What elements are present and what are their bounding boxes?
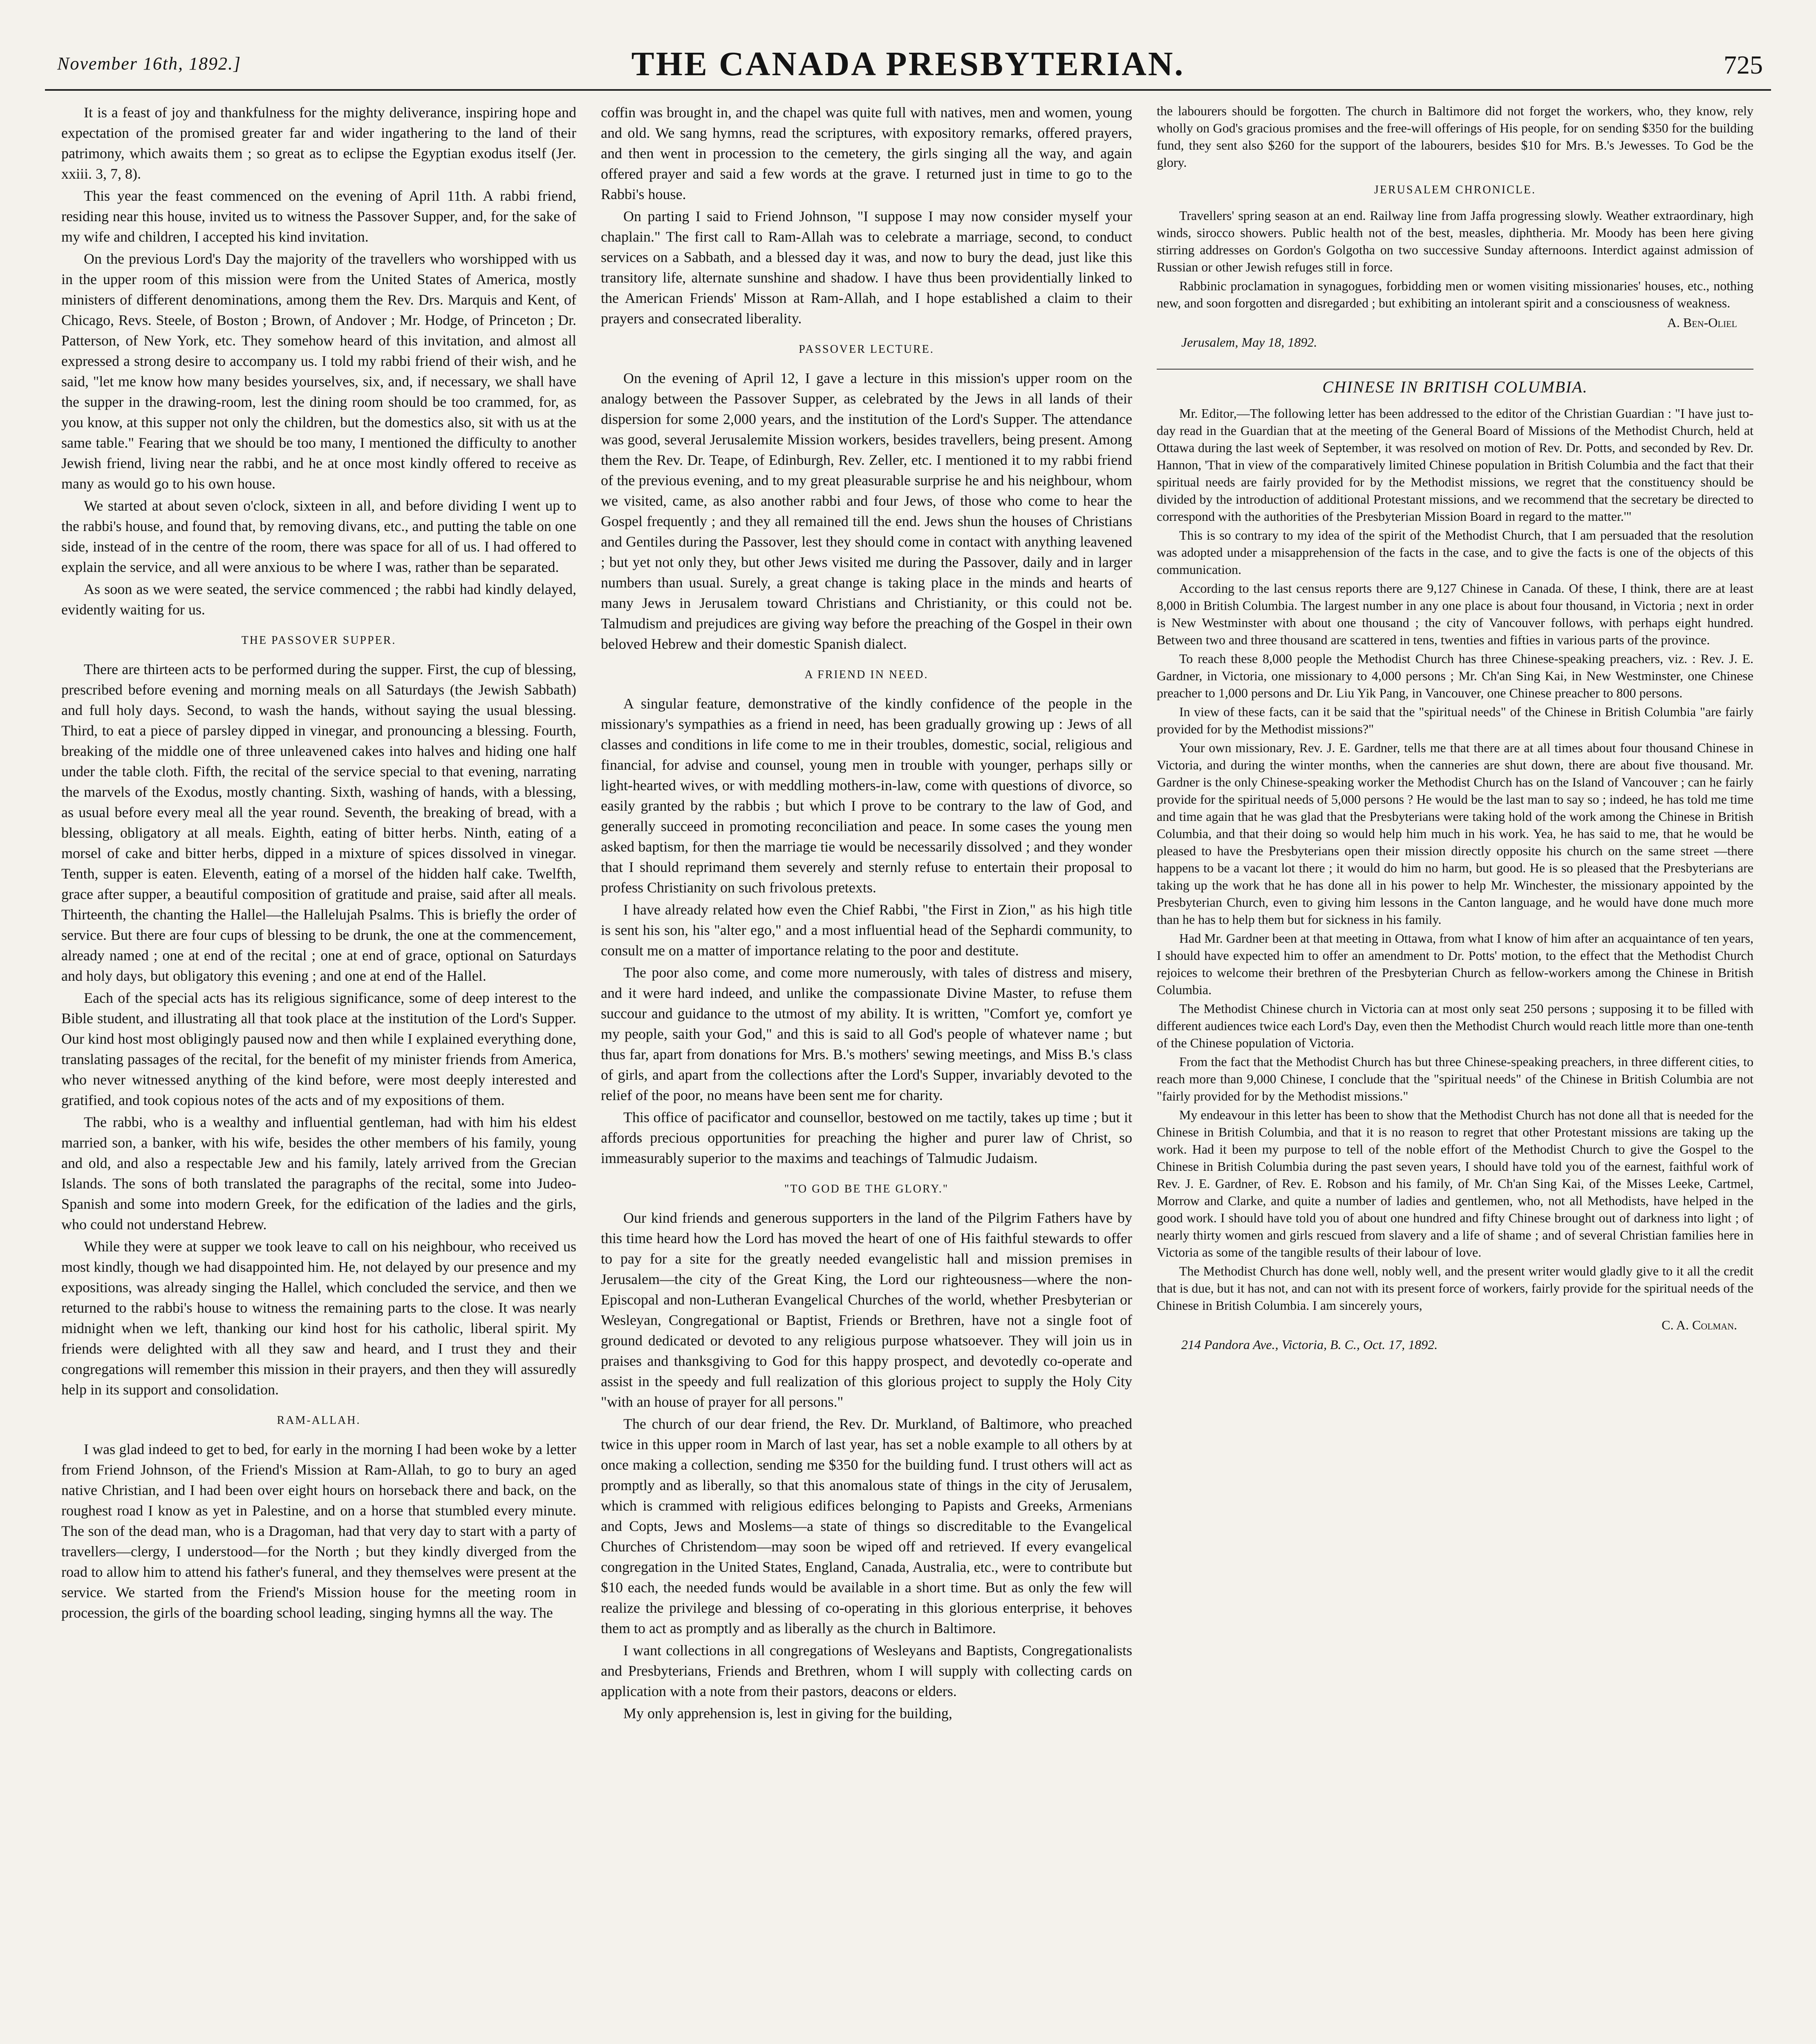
dateline: 214 Pandora Ave., Victoria, B. C., Oct. 17, 1892. (1181, 1337, 1438, 1352)
paragraph: The Methodist Chinese church in Victoria can at most only seat 250 persons ; supposing it to be filled with different audiences twice each Lord's Day, even then the Methodist Church would reach little more than one-tenth of the Chinese population of Victoria. (1157, 1001, 1753, 1050)
paragraph: We started at about seven o'clock, sixteen in all, and before dividing I went up to the rabbi's house, and found that, by removing divans, etc., and putting the table on one side, instead of in the centre of the room, there was space for all of us. I had offered to explain the service, and all were anxious to be where I was, rather than be separated. (61, 498, 576, 575)
article-heading: CHINESE IN BRITISH COLUMBIA. (1157, 369, 1753, 396)
paragraph: On parting I said to Friend Johnson, "I suppose I may now consider myself your chaplain." The first call to Ram-Allah was to celebrate a marriage, second, to conduct services on a Sabbath, and a blessed day it was, and now to bury the dead, just like this transitory life, alternate sunshine and shadow. I have thus been providentially linked to the American Friends' Misson at Ram-Allah, and I hope established a claim to their prayers and consecrated liberality. (601, 208, 1132, 327)
paragraph: Mr. Editor,—The following letter has been addressed to the editor of the Christian Guardian : "I have just to-day read in the Guardian that at the meeting of the General Board of Missions of the Methodist Church, held at Ottawa during the last week of September, it was resolved on motion of Rev. Dr. Potts, and seconded by Rev. Dr. Hannon, 'That in view of the comparatively limited Chinese population in British Columbia and the fact that their spiritual needs are fairly provided for by the Methodist missions, we regret that the constituency should be divided by the introduction of additional Protestant missions, and we recommend that the secretary be directed to correspond with the authorities of the Presbyterian Mission Board in regard to the matter.'" (1157, 406, 1753, 524)
paragraph: In view of these facts, can it be said that the "spiritual needs" of the Chinese in British Columbia "are fairly provided for by the Methodist missions?" (1157, 704, 1753, 736)
paragraph: The poor also come, and come more numerously, with tales of distress and misery, and it were hard indeed, and unlike the compassionate Divine Master, to refuse them succour and guidance to the utmost of my ability. It is written, "Comfort ye, comfort ye my people, saith your God," and this is said to all God's people of whatever name ; but thus far, apart from donations for Mrs. B.'s mothers' sewing meetings, and Miss B.'s class of girls, and apart from the collections after the Lord's Supper, invariably devoted to the relief of the poor, no means have been sent me for charity. (601, 964, 1132, 1103)
paragraph: As soon as we were seated, the service commenced ; the rabbi had kindly delayed, evidently waiting for us. (61, 581, 576, 618)
paragraph: A singular feature, demonstrative of the kindly confidence of the people in the missionary's sympathies as a friend in need, has been gradually growing up : Jews of all classes and conditions in life come to me in their troubles, domestic, social, religious and financial, for advise and counsel, young men in trouble with younger, perhaps silly or light-hearted wives, or with meddling mothers-in-law, come with questions of divorce, so easily granted by the rabbis ; but which I prove to be contrary to the law of God, and generally succeed in promoting reconciliation and peace. In some cases the young men asked baptism, for then the marriage tie would be necessarily dissolved ; and they wonder that I should reprimand them severely and sternly refuse to entertain their proposal to profess Christianity on such frivolous pretexts. (601, 695, 1132, 896)
signature: C. A. Colman. (1661, 1318, 1737, 1332)
paragraph: Our kind friends and generous supporters in the land of the Pilgrim Fathers have by this time heard how the Lord has moved the heart of one of His faithful stewards to offer to pay for a site for the greatly needed evangelistic hall and mission premises in Jerusalem—the city of the Great King, the Lord our righteousness—where the non-Episcopal and non-Lutheran Evangelical Churches of the world, whether Presbyterian or Wesleyan, Congregational or Baptist, Friends or Brethren, have not a single foot of ground dedicated or devoted to any religious purpose whatsoever. They will join us in praises and thanksgiving to God for this happy prospect, and devotedly co-operate and assist in the speedy and full realization of this glorious project to supply the Holy City "with an house of prayer for all persons." (601, 1210, 1132, 1410)
paragraph: From the fact that the Methodist Church has but three Chinese-speaking preachers, in three different cities, to reach more than 9,000 Chinese, I conclude that the "spiritual needs" of the Chinese in British Columbia are not "fairly provided for by the Methodist missions." (1157, 1054, 1753, 1103)
paragraph: This is so contrary to my idea of the spirit of the Methodist Church, that I am persuaded that the resolution was adopted under a misapprehension of the facts in the case, and to give the facts is one of the objects of this communication. (1157, 528, 1753, 577)
paragraph: While they were at supper we took leave to call on his neighbour, who received us most kindly, though we had disappointed him. He, not delayed by our presence and my expositions, was already singing the Hallel, which concluded the service, and then we returned to the rabbi's house to witness the remaining parts to the close. It was nearly midnight when we left, thanking our kind host for his catholic, liberal spirit. My friends were delighted with all they saw and heard, and I trust they and their congregations will remember this mission in their prayers, and then they will assuredly help in its support and consolidation. (61, 1238, 576, 1398)
section-heading: PASSOVER LECTURE. (799, 343, 934, 356)
column-3 (1157, 102, 1753, 2044)
page-number: 725 (1724, 50, 1763, 79)
masthead (45, 29, 1771, 90)
paragraph: Rabbinic proclamation in synagogues, forbidding men or women visiting missionaries' houses, etc., nothing new, and soon forgotten and disregarded ; but exhibiting an intolerant spirit and a consciousness of weakness. (1157, 278, 1753, 310)
paragraph: To reach these 8,000 people the Methodist Church has three Chinese-speaking preachers, viz. : Rev. J. E. Gardner, in Victoria, one missionary to 4,000 persons ; Mr. Ch'an Sing Kai, in New Westminster, one Chinese preacher to 1,000 persons and Dr. Liu Yik Pang, in Vancouver, one Chinese preacher to 800 persons. (1157, 651, 1753, 700)
paragraph: The Methodist Church has done well, nobly well, and the present writer would gladly give to it all the credit that is due, but it has not, and can not with its present force of workers, fairly provide for the spiritual needs of the Chinese in British Columbia. I am sincerely yours, (1157, 1264, 1753, 1313)
paragraph: It is a feast of joy and thankfulness for the mighty deliverance, inspiring hope and expectation of the promised greater far and wider ingathering to the land of their patrimony, which awaits them ; so great as to eclipse the Egyptian exodus itself (Jer. xxiii. 3, 7, 8). (61, 104, 576, 182)
issue-date: November 16th, 1892.] (57, 54, 242, 74)
paragraph: Had Mr. Gardner been at that meeting in Ottawa, from what I know of him after an acquaintance of ten years, I should have expected him to offer an amendment to Dr. Potts' motion, to the effect that the Methodist Church rejoices to welcome their brethren of the Presbyterian Church as fellow-workers among the Chinese in British Columbia. (1157, 931, 1753, 997)
paragraph: According to the last census reports there are 9,127 Chinese in Canada. Of these, I think, there are at least 8,000 in British Columbia. The largest number in any one place is about four thousand, in Victoria ; next in order is New Westminster with about one thousand ; the city of Vancouver follows, with perhaps eight hundred. Between two and three thousand are scattered in tens, twenties and fifties in various parts of the province. (1157, 581, 1753, 647)
paragraph: Your own missionary, Rev. J. E. Gardner, tells me that there are at all times about four thousand Chinese in Victoria, and during the winter months, when the canneries are shut down, there are about five thousand. Mr. Gardner is the only Chinese-speaking worker the Methodist Church has on the Island of Vancouver ; can he fairly provide for the spiritual needs of 5,000 persons ? He would be the last man to say so ; indeed, he has told me time and time again that he was glad that the Presbyterians were taking hold of the work among the Chinese in British Columbia, and that their doing so would help him much in his work. Yea, he has said to me, that he would be pleased to have the Presbyterians open their mission directly opposite his church on the same street —there happens to be a vacant lot there ; it would do him no harm, but good. He is so pleased that the Presbyterians are taking up the work that he has done all in his power to help Mr. Winchester, the missionary appointed by the Presbyterian Church, even to giving him lessons in the Canton language, and he would have done much more than he has to help them but for sickness in his family. (1157, 740, 1753, 927)
paragraph: coffin was brought in, and the chapel was quite full with natives, men and women, young and old. We sang hymns, read the scriptures, with expository remarks, offered prayers, and then went in procession to the cemetery, the girls singing all the way, and again offered prayer and said a few words at the grave. I returned just in time to go to the Rabbi's house. (601, 104, 1132, 202)
paragraph: Travellers' spring season at an end. Railway line from Jaffa progressing slowly. Weather extraordinary, high winds, sirocco showers. Public health not of the best, measles, diphtheria. Mr. Moody has been here giving stirring addresses on Gordon's Golgotha on two successive Sunday afternoons. Interdict against admission of Russian or other Jewish refuges still in force. (1157, 208, 1753, 274)
column-1 (61, 102, 576, 2044)
paragraph: This year the feast commenced on the evening of April 11th. A rabbi friend, residing near this house, invited us to witness the Passover Supper, and, for the sake of my wife and children, I accepted his kind invitation. (61, 188, 576, 245)
signature: A. Ben-Oliel (1667, 315, 1737, 330)
section-heading: "TO GOD BE THE GLORY." (784, 1183, 949, 1195)
paragraph: I want collections in all congregations of Wesleyans and Baptists, Congregationalists and Presbyterians, Friends and Brethren, whom I will supply with collecting cards on application with a note from their pastors, deacons or elders. (601, 1642, 1132, 1699)
section-heading: THE PASSOVER SUPPER. (241, 634, 396, 647)
masthead-rule (45, 89, 1771, 91)
paragraph: This office of pacificator and counsellor, bestowed on me tactily, takes up time ; but it affords precious opportunities for preaching the higher and purer law of Christ, so immeasurably superior to the maxims and teachings of Talmudic Judaism. (601, 1109, 1132, 1166)
paragraph: There are thirteen acts to be performed during the supper. First, the cup of blessing, prescribed before evening and morning meals on all Saturdays (the Jewish Sabbath) and full holy days. Second, to wash the hands, without saying the usual blessing. Third, to eat a piece of parsley dipped in vinegar, and pronouncing a blessing. Fourth, breaking of the middle one of three unleavened cakes into halves and hiding one half under the table cloth. Fifth, the recital of the service special to that evening, narrating the marvels of the Exodus, mostly chanting. Sixth, washing of hands, with a blessing, as usual before every meal all the year round. Seventh, the breaking of bread, with a blessing, obligatory at all meals. Eighth, eating of bitter herbs. Ninth, eating of a morsel of cake and bitter herbs, dipped in a mixture of spices dissolved in vinegar. Tenth, supper is eaten. Eleventh, eating of a morsel of the hidden half cake. Twelfth, grace after supper, a beautiful composition of gratitude and praise, said after all meals. Thirteenth, the chanting the Hallel—the Hallelujah Psalms. This is briefly the order of service. But there are four cups of blessing to be drunk, the one at the commencement, already named ; one at end of the recital ; one at end of grace, optional on Saturdays and holy days, but obligatory this evening ; and one at end of the Hallel. (61, 661, 576, 984)
section-heading: RAM-ALLAH. (277, 1414, 361, 1427)
paragraph: I was glad indeed to get to bed, for early in the morning I had been woke by a letter from Friend Johnson, of the Friend's Mission at Ram-Allah, to go to bury an aged native Christian, and I had been over eight hours on horseback there and back, on the roughest road I know as yet in Palestine, and on a horse that stumbled every minute. The son of the dead man, who is a Dragoman, had that very day to start with a party of travellers—clergy, I understood—for the North ; but they kindly diverged from the road to allow him to attend his father's funeral, and they themselves were present at the service. We started from the Friend's Mission house for the meeting room in procession, the girls of the boarding school leading, singing hymns all the way. The (61, 1441, 576, 1621)
paragraph: My only apprehension is, lest in giving for the building, (623, 1705, 952, 1721)
column-2 (601, 102, 1132, 2044)
dateline: Jerusalem, May 18, 1892. (1181, 335, 1317, 350)
newspaper-title: THE CANADA PRESBYTERIAN. (631, 45, 1185, 83)
paragraph: On the previous Lord's Day the majority of the travellers who worshipped with us in the upper room of this mission were from the United States of America, mostly ministers of different denominations, among them the Rev. Drs. Marquis and Kent, of Chicago, Revs. Steele, of Boston ; Brown, of Andover ; Mr. Hodge, of Princeton ; Dr. Patterson, of New York, etc. They somehow heard of this invitation, and almost all expressed a strong desire to accompany us. I told my rabbi friend of their wish, and he said, "let me know how many besides yourselves, six, and, if necessary, we shall have the supper in the drawing-room, lest the dining room should be too crammed, for, as you know, at this supper not only the children, but the domestics also, sit with us at the same table." Fearing that we should be too many, I mentioned the difficulty to another Jewish friend, living near the rabbi, and he at once most kindly offered to receive as many as would go to his own house. (61, 251, 576, 492)
paragraph: I have already related how even the Chief Rabbi, "the First in Zion," as his high title is sent his son, his "alter ego," and a most influential head of the Sephardi community, to consult me on a matter of importance relating to the poor and destitute. (601, 901, 1132, 959)
section-heading: A FRIEND IN NEED. (804, 668, 929, 681)
paragraph: My endeavour in this letter has been to show that the Methodist Church has not done all that is needed for the Chinese in British Columbia, and that it is no reason to regret that other Protestant missions are taking up the work. Had it been my purpose to tell of the noble effort of the Methodist Church to give the Gospel to the Chinese in British Columbia during the past seven years, I should have told you of the earnest, faithful work of Rev. J. E. Gardner, of Rev. E. Robson and his family, of Mr. Ch'an Sing Kai, of the Misses Leeke, Cartmel, Morrow and Clarke, and quite a number of ladies and gentlemen, who, not all Methodists, have helped in the good work. I should have told you of about one hundred and fifty Chinese brought out of darkness into light ; of nearly thirty women and girls rescued from slavery and a life of shame ; and of several Christian families here in Victoria as some of the tangible results of their labour of love. (1157, 1107, 1753, 1260)
paragraph: The church of our dear friend, the Rev. Dr. Murkland, of Baltimore, who preached twice in this upper room in March of last year, has set a noble example to all others by at once making a collection, sending me $350 for the building fund. I trust others will act as promptly and as liberally, so that this anomalous state of things in the city of Jerusalem, which is crammed with religious edifices belonging to Papists and Greeks, Armenians and Copts, Jews and Moslems—a state of things so discreditable to the Evangelical Churches of Christendom—may soon be wiped off and retrieved. If every evangelical congregation in the United States, England, Canada, Australia, etc., were to contribute but $10 each, the needed funds would be available in a short time. But as only the few will realize the privilege and blessing of co-operating in this glorious enterprise, it behoves them to act as promptly and as liberally as the church in Baltimore. (601, 1416, 1132, 1636)
paragraph: On the evening of April 12, I gave a lecture in this mission's upper room on the analogy between the Passover Supper, as celebrated by the Jews in all lands of their dispersion for some 2,000 years, and the institution of the Lord's Supper. The attendance was good, several Jerusalemite Mission workers, besides travellers, being present. Among them the Rev. Dr. Teape, of Edinburgh, Rev. Zeller, etc. I mentioned it to my rabbi friend of the previous evening, and to my great pleasurable surprise he and his neighbour, whom we visited, came, as also another rabbi and four Jews, of those who come to hear the Gospel frequently ; and they all remained till the end. Jews shun the houses of Christians and Gentiles during the Passover, lest they should come in contact with anything leavened ; but yet not only they, but other Jews visited me during the Passover, daily and in larger numbers than usual. Surely, a great change is taking place in the minds and hearts of many Jews in Jerusalem toward Christians and Christianity, or this could not be. Talmudism and prejudices are giving way before the preaching of the Gospel in their own beloved Hebrew and their domestic Spanish dialect. (601, 370, 1132, 652)
section-heading: JERUSALEM CHRONICLE. (1374, 184, 1536, 196)
paragraph: Each of the special acts has its religious significance, some of deep interest to the Bible student, and illustrating all that took place at the institution of the Lord's Supper. Our kind host most obligingly paused now and then while I explained everything done, translating passages of the recital, for the benefit of my minister friends from America, who never witnessed anything of the kind before, were most deeply interested and gratified, and took copious notes of the acts and of my expositions of them. (61, 990, 576, 1108)
paragraph: the labourers should be forgotten. The church in Baltimore did not forget the workers, who, they know, rely wholly on God's gracious promises and the free-will offerings of His people, for on sending $350 for the building fund, they sent also $260 for the support of the labourers, besides $10 for Mrs. B.'s Jewesses. To God be the glory. (1157, 103, 1753, 170)
paragraph: The rabbi, who is a wealthy and influential gentleman, had with him his eldest married son, a banker, with his wife, besides the other members of his family, young and old, and also a respectable Jew and his family, lately arrived from the Grecian Islands. The sons of both translated the paragraphs of the recital, some into Judeo-Spanish and some into modern Greek, for the edification of the ladies and the girls, who could not understand Hebrew. (61, 1114, 576, 1233)
